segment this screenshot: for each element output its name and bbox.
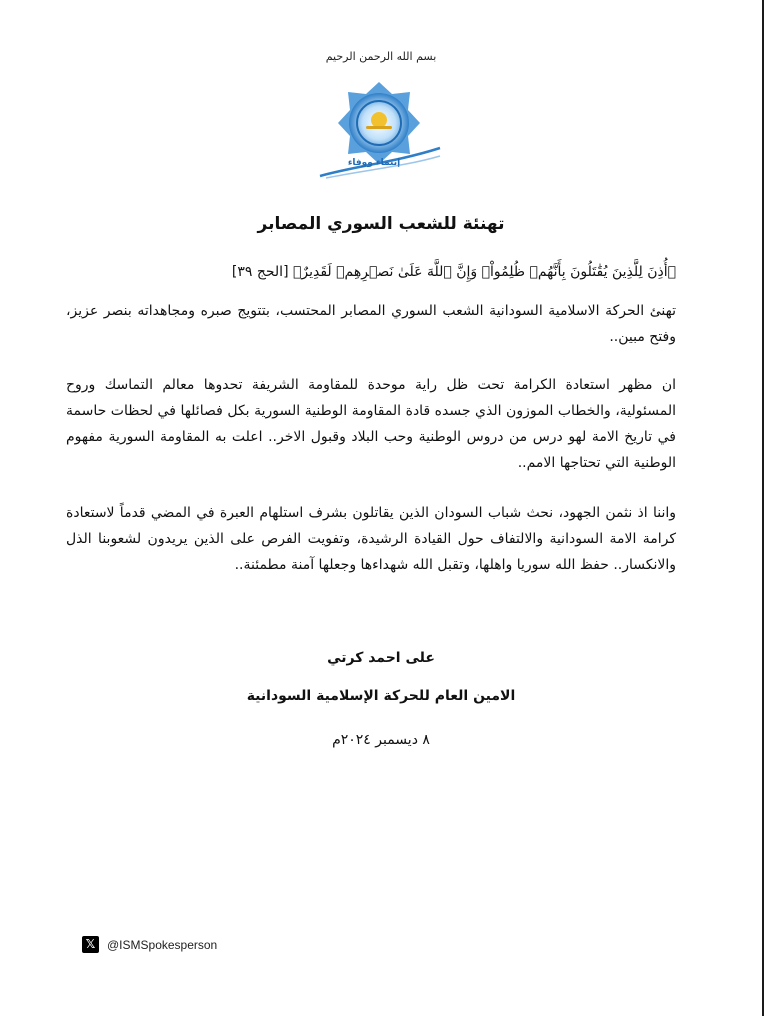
social-footer — [82, 936, 217, 953]
signatory-role: الامين العام للحركة الإسلامية السودانية — [246, 688, 516, 704]
organization-logo — [316, 78, 442, 182]
document-date: ٨ ديسمبر ٢٠٢٤م — [332, 732, 430, 748]
logo-caption: إنتماء ووفاء — [347, 158, 401, 168]
signatory-name: على احمد كرتي — [327, 650, 435, 666]
x-logo-icon: 𝕏 — [82, 936, 99, 953]
social-handle[interactable]: @ISMSpokesperson — [107, 937, 218, 952]
document-title: تهنئة للشعب السوري المصابر — [257, 214, 505, 234]
paragraph-sudan-youth: واننا اذ نثمن الجهود، نحث شباب السودان الذين يقاتلون بشرف استلهام العبرة في المضي قدماً لاستعادة كرامة الامة السودانية والالتفاف حول القيادة الرشيدة، وتفويت الفرص على الذين يريدون لشعوبنا الذل والانكسار.. حفظ الله سوريا واهلها، وتقبل الله شهداءها وجعلها آمنة مطمئنة.. — [66, 505, 676, 573]
paragraph-resistance: ان مظهر استعادة الكرامة تحت ظل راية موحدة للمقاومة الشريفة تحدوها معالم التماسك وروح المسئولية، والخطاب الموزون الذي جسده قادة المقاومة الوطنية السورية بكل فصائلها في لحظات حاسمة في تاريخ الامة لهو درس من دروس الوطنية وحب البلاد وقبول الاخر.. اعلت به المقاومة السورية مفهوم الوطنية التي تحتاجها الامم.. — [66, 377, 676, 471]
quran-verse: ﴿أُذِنَ لِلَّذِينَ يُقَٰتَلُونَ بِأَنَّهُمۡ ظُلِمُواْۚ وَإِنَّ ٱللَّهَ عَلَىٰ نَصۡرِهِمۡ لَقَدِيرٌ﴾ [الحج ٣٩] — [231, 264, 676, 280]
basmala: بسم الله الرحمن الرحيم — [325, 50, 437, 63]
paragraph-congratulation: تهنئ الحركة الاسلامية السودانية الشعب السوري المصابر المحتسب، بتتويج صبره ومجاهداته بنصر عزيز، وفتح مبين.. — [66, 303, 676, 345]
